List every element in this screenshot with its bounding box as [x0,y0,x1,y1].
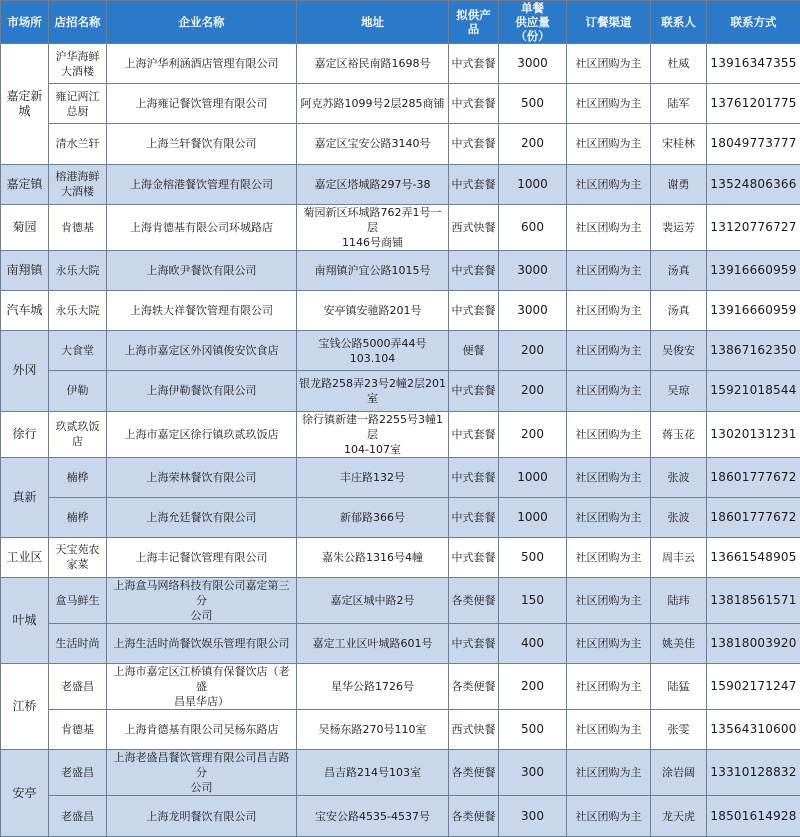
address-cell: 嘉定区裕民南路1698号 [297,44,449,84]
table-row [1,497,800,537]
quantity-cell: 200 [499,411,567,457]
quantity-cell: 1000 [499,497,567,537]
table-row [1,371,800,411]
product-cell: 中式套餐 [449,290,499,330]
quantity-cell: 200 [499,331,567,371]
header-product: 拟供产品 [449,1,499,44]
company-name-cell: 上海允廷餐饮有限公司 [107,497,297,537]
contact-cell: 汤真 [651,250,707,290]
phone-cell: 15902171247 [707,664,800,710]
store-name-cell: 盒马鲜生 [49,578,107,624]
channel-cell: 社区团购为主 [567,124,651,164]
table-row [1,290,800,330]
contact-cell: 张雯 [651,710,707,750]
address-cell: 菊园新区环城路762弄1号一层 1146号商铺 [297,204,449,250]
channel-cell: 社区团购为主 [567,290,651,330]
table-row [1,710,800,750]
channel-cell: 社区团购为主 [567,750,651,796]
table-row [1,164,800,204]
company-name-cell: 上海龙明餐饮有限公司 [107,796,297,836]
company-name-cell: 上海肯德基有限公司吴杨东路店 [107,710,297,750]
quantity-cell: 3000 [499,290,567,330]
phone-cell: 13524806366 [707,164,800,204]
market-cell: 江桥 [1,664,49,750]
contact-cell: 周丰云 [651,537,707,577]
product-cell: 中式套餐 [449,497,499,537]
product-cell: 各类便餐 [449,750,499,796]
address-cell: 嘉朱公路1316号4幢 [297,537,449,577]
address-cell: 徐行镇新建一路2255号3幢1层 104-107室 [297,411,449,457]
header-quantity: 单餐 供应量（份） [499,1,567,44]
phone-cell: 13867162350 [707,331,800,371]
address-cell: 嘉定区塔城路297号-38 [297,164,449,204]
quantity-cell: 3000 [499,44,567,84]
contact-cell: 吴俊安 [651,331,707,371]
channel-cell: 社区团购为主 [567,497,651,537]
company-name-cell: 上海欧尹餐饮有限公司 [107,250,297,290]
market-cell: 真新 [1,457,49,537]
store-name-cell: 榕港海鲜 大酒楼 [49,164,107,204]
channel-cell: 社区团购为主 [567,457,651,497]
contact-cell: 涂岩阔 [651,750,707,796]
table-row [1,796,800,836]
contact-cell: 陆军 [651,84,707,124]
table-row [1,204,800,250]
address-cell: 南翔镇沪宜公路1015号 [297,250,449,290]
product-cell: 西式快餐 [449,710,499,750]
phone-cell: 13818561571 [707,578,800,624]
product-cell: 西式快餐 [449,204,499,250]
company-name-cell: 上海市嘉定区外冈镇俊安饮食店 [107,331,297,371]
contact-cell: 吴琼 [651,371,707,411]
product-cell: 中式套餐 [449,84,499,124]
store-name-cell: 天宝苑农 家菜 [49,537,107,577]
market-cell: 嘉定新城 [1,44,49,165]
company-name-cell: 上海盒马网络科技有限公司嘉定第三分 公司 [107,578,297,624]
contact-cell: 张波 [651,457,707,497]
phone-cell: 13761201775 [707,84,800,124]
company-name-cell: 上海肯德基有限公司环城路店 [107,204,297,250]
quantity-cell: 300 [499,796,567,836]
contact-cell: 蒋玉花 [651,411,707,457]
market-cell: 徐行 [1,411,49,457]
address-cell: 阿克苏路1099号2层285商铺 [297,84,449,124]
contact-cell: 陆玮 [651,578,707,624]
quantity-cell: 200 [499,664,567,710]
store-name-cell: 肯德基 [49,710,107,750]
product-cell: 中式套餐 [449,457,499,497]
market-cell: 嘉定镇 [1,164,49,204]
phone-cell: 18049773777 [707,124,800,164]
phone-cell: 13818003920 [707,624,800,664]
phone-cell: 13916660959 [707,290,800,330]
store-name-cell: 楠桦 [49,457,107,497]
address-cell: 嘉定工业区叶城路601号 [297,624,449,664]
store-name-cell: 老盛昌 [49,750,107,796]
address-cell: 宝安公路4535-4537号 [297,796,449,836]
phone-cell: 13310128832 [707,750,800,796]
table-row [1,537,800,577]
address-cell: 昌吉路214号103室 [297,750,449,796]
address-cell: 吴杨东路270号110室 [297,710,449,750]
product-cell: 中式套餐 [449,537,499,577]
channel-cell: 社区团购为主 [567,250,651,290]
header-contact: 联系人 [651,1,707,44]
company-name-cell: 上海雍记餐饮管理有限公司 [107,84,297,124]
product-cell: 中式套餐 [449,164,499,204]
product-cell: 中式套餐 [449,44,499,84]
store-name-cell: 雍记两江 总厨 [49,84,107,124]
phone-cell: 18601777672 [707,497,800,537]
header-market: 市场所 [1,1,49,44]
market-cell: 菊园 [1,204,49,250]
phone-cell: 13661548905 [707,537,800,577]
phone-cell: 13020131231 [707,411,800,457]
table-row [1,578,800,624]
channel-cell: 社区团购为主 [567,371,651,411]
market-cell: 汽车城 [1,290,49,330]
table-body [1,44,800,837]
company-name-cell: 上海荣林餐饮有限公司 [107,457,297,497]
header-store: 店招名称 [49,1,107,44]
product-cell: 中式套餐 [449,624,499,664]
store-name-cell: 沪华海鲜 大酒楼 [49,44,107,84]
store-name-cell: 肯德基 [49,204,107,250]
address-cell: 星华公路1726号 [297,664,449,710]
channel-cell: 社区团购为主 [567,164,651,204]
header-address: 地址 [297,1,449,44]
product-cell: 中式套餐 [449,124,499,164]
address-cell: 银龙路258弄23号2幢2层201室 [297,371,449,411]
contact-cell: 张波 [651,497,707,537]
header-company: 企业名称 [107,1,297,44]
store-name-cell: 永乐大院 [49,290,107,330]
company-name-cell: 上海兰轩餐饮有限公司 [107,124,297,164]
channel-cell: 社区团购为主 [567,204,651,250]
store-name-cell: 老盛昌 [49,664,107,710]
quantity-cell: 500 [499,84,567,124]
product-cell: 各类便餐 [449,664,499,710]
phone-cell: 13916660959 [707,250,800,290]
contact-cell: 龙天虎 [651,796,707,836]
phone-cell: 13120776727 [707,204,800,250]
company-name-cell: 上海市嘉定区江桥镇有保餐饮店（老盛 昌星华店） [107,664,297,710]
table-row [1,624,800,664]
store-name-cell: 生活时尚 [49,624,107,664]
channel-cell: 社区团购为主 [567,710,651,750]
channel-cell: 社区团购为主 [567,578,651,624]
company-name-cell: 上海丰记餐饮管理有限公司 [107,537,297,577]
contact-cell: 裴运芳 [651,204,707,250]
quantity-cell: 500 [499,537,567,577]
phone-cell: 13564310600 [707,710,800,750]
quantity-cell: 200 [499,371,567,411]
company-name-cell: 上海生活时尚餐饮娱乐管理有限公司 [107,624,297,664]
channel-cell: 社区团购为主 [567,411,651,457]
header-channel: 订餐渠道 [567,1,651,44]
phone-cell: 13916347355 [707,44,800,84]
product-cell: 中式套餐 [449,411,499,457]
market-cell: 南翔镇 [1,250,49,290]
company-name-cell: 上海市嘉定区徐行镇玖贰玖饭店 [107,411,297,457]
market-cell: 外冈 [1,331,49,411]
table-row [1,331,800,371]
market-cell: 叶城 [1,578,49,664]
product-cell: 中式套餐 [449,250,499,290]
quantity-cell: 1000 [499,457,567,497]
company-name-cell: 上海轶大祥餐饮管理有限公司 [107,290,297,330]
header-phone: 联系方式 [707,1,800,44]
channel-cell: 社区团购为主 [567,331,651,371]
channel-cell: 社区团购为主 [567,624,651,664]
phone-cell: 18601777672 [707,457,800,497]
store-name-cell: 伊勒 [49,371,107,411]
contact-cell: 宋桂林 [651,124,707,164]
channel-cell: 社区团购为主 [567,796,651,836]
table-row [1,250,800,290]
table-row [1,457,800,497]
contact-cell: 谢勇 [651,164,707,204]
quantity-cell: 500 [499,710,567,750]
quantity-cell: 3000 [499,250,567,290]
channel-cell: 社区团购为主 [567,537,651,577]
quantity-cell: 600 [499,204,567,250]
store-name-cell: 大食堂 [49,331,107,371]
table-row [1,84,800,124]
header-row [1,1,800,44]
contact-cell: 姚美佳 [651,624,707,664]
table-row [1,44,800,84]
store-name-cell: 老盛昌 [49,796,107,836]
contact-cell: 陆猛 [651,664,707,710]
store-name-cell: 玖贰玖饭 店 [49,411,107,457]
store-name-cell: 永乐大院 [49,250,107,290]
store-name-cell: 楠桦 [49,497,107,537]
address-cell: 丰庄路132号 [297,457,449,497]
product-cell: 中式套餐 [449,371,499,411]
quantity-cell: 300 [499,750,567,796]
company-name-cell: 上海沪华利涵酒店管理有限公司 [107,44,297,84]
address-cell: 宝钱公路5000弄44号103.104 [297,331,449,371]
quantity-cell: 200 [499,124,567,164]
address-cell: 嘉定区宝安公路3140号 [297,124,449,164]
market-cell: 工业区 [1,537,49,577]
channel-cell: 社区团购为主 [567,664,651,710]
quantity-cell: 400 [499,624,567,664]
quantity-cell: 150 [499,578,567,624]
address-cell: 新郁路366号 [297,497,449,537]
quantity-cell: 1000 [499,164,567,204]
company-name-cell: 上海伊勒餐饮有限公司 [107,371,297,411]
product-cell: 各类便餐 [449,796,499,836]
table-row [1,750,800,796]
store-name-cell: 清水兰轩 [49,124,107,164]
table-row [1,664,800,710]
company-name-cell: 上海金榕港餐饮管理有限公司 [107,164,297,204]
address-cell: 嘉定区城中路2号 [297,578,449,624]
product-cell: 便餐 [449,331,499,371]
channel-cell: 社区团购为主 [567,44,651,84]
table-row [1,124,800,164]
channel-cell: 社区团购为主 [567,84,651,124]
phone-cell: 18501614928 [707,796,800,836]
phone-cell: 15921018544 [707,371,800,411]
contact-cell: 汤真 [651,290,707,330]
address-cell: 安亭镇安驰路201号 [297,290,449,330]
market-cell: 安亭 [1,750,49,836]
contact-cell: 杜威 [651,44,707,84]
company-name-cell: 上海老盛昌餐饮管理有限公司昌吉路分 公司 [107,750,297,796]
product-cell: 各类便餐 [449,578,499,624]
table-row [1,411,800,457]
